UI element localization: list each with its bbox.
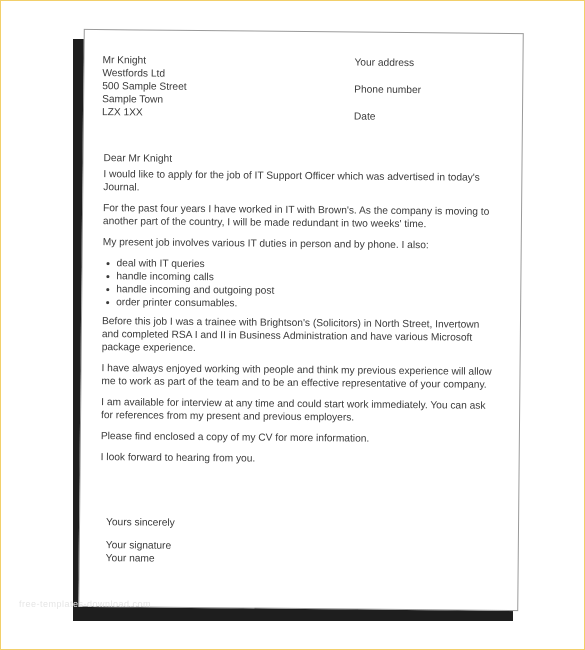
recipient-town: Sample Town [102, 94, 164, 106]
signoff-block [106, 516, 306, 567]
paragraph-teamwork: I have always enjoyed working with people and think my previous experience will allow me to work as part of the team and to be an effective representative of your company. [101, 363, 492, 391]
recipient-company: Westfords Ltd [102, 68, 166, 80]
paragraph-experience: For the past four years I have worked in IT with Brown's. As the company is moving to another part of the country, I will be made redundant in two weeks' time. [102, 203, 490, 231]
paragraph-previous-job: Before this job I was a trainee with Brightson's (Solicitors) in North Street, Invertown and completed RSA I and II in Business Administration and have various Microsoft package experience. [101, 316, 480, 354]
sender-phone: Phone number [354, 84, 422, 97]
list-item: deal with IT queries [116, 257, 497, 274]
paragraph-duties-intro: My present job involves various IT duties in person and by phone. I also: [102, 237, 429, 252]
recipient-address-block [102, 54, 273, 121]
list-item: order printer consumables. [116, 296, 497, 313]
list-item: handle incoming calls [116, 270, 497, 287]
letter-date: Date [353, 111, 376, 123]
recipient-street: 500 Sample Street [102, 81, 187, 93]
watermark-text: free-templates-download.com [19, 599, 152, 609]
sender-details-block [354, 57, 505, 139]
paragraph-enclosure: Please find enclosed a copy of my CV for more information. [100, 431, 370, 445]
duties-list [102, 257, 497, 313]
paragraph-application: I would like to apply for the job of IT Support Officer which was advertised in today's Journal. [103, 169, 480, 194]
sender-address: Your address [354, 57, 415, 70]
recipient-name: Mr Knight [102, 55, 147, 67]
closing-phrase: Yours sincerely [105, 517, 175, 529]
paragraph-closing: I look forward to hearing from you. [100, 452, 256, 465]
name-placeholder: Your name [105, 553, 155, 565]
signature-placeholder: Your signature [105, 540, 172, 552]
letter-body [101, 152, 499, 476]
recipient-postcode: LZX 1XX [101, 107, 143, 119]
paragraph-availability: I am available for interview at any time and could start work immediately. You can ask for references from my present and previous employers. [101, 397, 486, 424]
list-item: handle incoming and outgoing post [116, 283, 497, 300]
salutation: Dear Mr Knight [103, 153, 173, 165]
letter-page [78, 29, 524, 611]
